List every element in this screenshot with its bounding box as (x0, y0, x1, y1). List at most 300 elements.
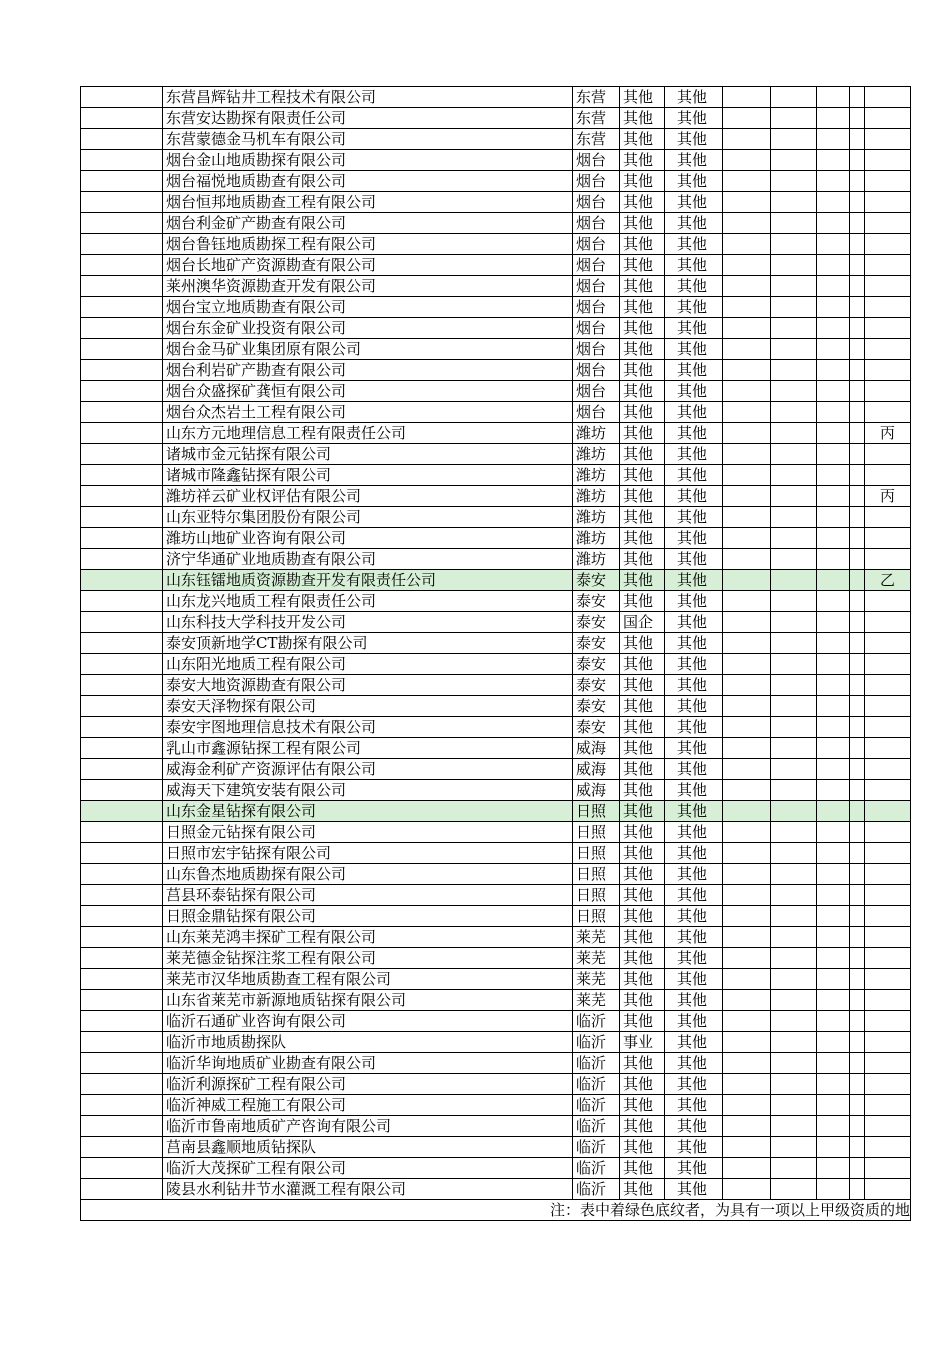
table-row (81, 1032, 911, 1053)
table-row (81, 1074, 911, 1095)
blank-cell (81, 213, 163, 234)
city-cell: 莱芜 (573, 927, 620, 948)
blank-cell (850, 696, 865, 717)
blank-cell (81, 381, 163, 402)
blank-cell (817, 1158, 850, 1179)
table-row (81, 822, 911, 843)
blank-cell (817, 822, 850, 843)
blank-cell (723, 276, 771, 297)
blank-cell (771, 528, 817, 549)
table-row (81, 675, 911, 696)
city-cell: 日照 (573, 822, 620, 843)
city-cell: 泰安 (573, 675, 620, 696)
blank-cell (81, 591, 163, 612)
blank-cell (850, 1053, 865, 1074)
blank-cell (81, 696, 163, 717)
nature-cell: 国企 (620, 612, 665, 633)
table-row (81, 171, 911, 192)
city-cell: 临沂 (573, 1179, 620, 1200)
company-name-cell: 日照金元钻探有限公司 (163, 822, 573, 843)
nature-cell: 其他 (620, 1095, 665, 1116)
city-cell: 临沂 (573, 1116, 620, 1137)
company-name-cell: 潍坊祥云矿业权评估有限公司 (163, 486, 573, 507)
city-cell: 泰安 (573, 654, 620, 675)
company-name-cell: 泰安宇图地理信息技术有限公司 (163, 717, 573, 738)
table-body (81, 87, 911, 1221)
table-row (81, 507, 911, 528)
blank-cell (771, 738, 817, 759)
table-row (81, 486, 911, 507)
grade-cell (865, 234, 911, 255)
table-row (81, 864, 911, 885)
company-name-cell: 莒县环泰钻探有限公司 (163, 885, 573, 906)
blank-cell (723, 1095, 771, 1116)
category-cell: 其他 (665, 696, 723, 717)
blank-cell (723, 234, 771, 255)
nature-cell: 事业 (620, 1032, 665, 1053)
city-cell: 东营 (573, 108, 620, 129)
company-name-cell: 烟台宝立地质勘查有限公司 (163, 297, 573, 318)
category-cell: 其他 (665, 339, 723, 360)
blank-cell (850, 465, 865, 486)
blank-cell (771, 906, 817, 927)
blank-cell (723, 843, 771, 864)
nature-cell: 其他 (620, 150, 665, 171)
company-name-cell: 山东鲁杰地质勘探有限公司 (163, 864, 573, 885)
blank-cell (723, 129, 771, 150)
city-cell: 临沂 (573, 1158, 620, 1179)
blank-cell (850, 633, 865, 654)
grade-cell (865, 801, 911, 822)
company-name-cell: 临沂市鲁南地质矿产咨询有限公司 (163, 1116, 573, 1137)
blank-cell (817, 654, 850, 675)
blank-cell (850, 1032, 865, 1053)
city-cell: 临沂 (573, 1011, 620, 1032)
blank-cell (850, 864, 865, 885)
blank-cell (771, 486, 817, 507)
blank-cell (81, 507, 163, 528)
table-row (81, 150, 911, 171)
table-row (81, 1095, 911, 1116)
grade-cell (865, 465, 911, 486)
blank-cell (771, 360, 817, 381)
nature-cell: 其他 (620, 1116, 665, 1137)
blank-cell (81, 864, 163, 885)
blank-cell (817, 339, 850, 360)
table-row (81, 276, 911, 297)
blank-cell (81, 465, 163, 486)
blank-cell (850, 1116, 865, 1137)
blank-cell (850, 948, 865, 969)
nature-cell: 其他 (620, 696, 665, 717)
grade-cell (865, 1032, 911, 1053)
city-cell: 威海 (573, 759, 620, 780)
blank-cell (771, 696, 817, 717)
blank-cell (817, 213, 850, 234)
grade-cell (865, 1053, 911, 1074)
category-cell: 其他 (665, 885, 723, 906)
blank-cell (817, 801, 850, 822)
blank-cell (817, 507, 850, 528)
category-cell: 其他 (665, 444, 723, 465)
blank-cell (81, 549, 163, 570)
grade-cell (865, 696, 911, 717)
category-cell: 其他 (665, 822, 723, 843)
blank-cell (723, 87, 771, 108)
table-row (81, 465, 911, 486)
grade-cell (865, 654, 911, 675)
blank-cell (817, 360, 850, 381)
blank-cell (817, 990, 850, 1011)
blank-cell (81, 192, 163, 213)
blank-cell (850, 717, 865, 738)
nature-cell: 其他 (620, 339, 665, 360)
blank-cell (771, 654, 817, 675)
grade-cell (865, 444, 911, 465)
blank-cell (81, 297, 163, 318)
company-name-cell: 烟台长地矿产资源勘查有限公司 (163, 255, 573, 276)
category-cell: 其他 (665, 1179, 723, 1200)
blank-cell (723, 570, 771, 591)
blank-cell (850, 1074, 865, 1095)
table-row (81, 696, 911, 717)
blank-cell (723, 360, 771, 381)
table-row (81, 423, 911, 444)
table-row (81, 1158, 911, 1179)
blank-cell (723, 717, 771, 738)
blank-cell (771, 297, 817, 318)
company-name-cell: 烟台众盛探矿龚恒有限公司 (163, 381, 573, 402)
blank-cell (723, 507, 771, 528)
blank-cell (850, 255, 865, 276)
grade-cell (865, 990, 911, 1011)
footnote: 注：表中着绿色底纹者，为具有一项以上甲级资质的地 (81, 1200, 911, 1221)
category-cell: 其他 (665, 906, 723, 927)
blank-cell (81, 633, 163, 654)
blank-cell (850, 969, 865, 990)
blank-cell (850, 738, 865, 759)
city-cell: 泰安 (573, 612, 620, 633)
blank-cell (723, 864, 771, 885)
blank-cell (817, 1095, 850, 1116)
blank-cell (817, 1137, 850, 1158)
grade-cell (865, 507, 911, 528)
blank-cell (81, 759, 163, 780)
table-row (81, 759, 911, 780)
blank-cell (723, 1158, 771, 1179)
nature-cell: 其他 (620, 822, 665, 843)
blank-cell (723, 696, 771, 717)
blank-cell (850, 318, 865, 339)
table-row (81, 339, 911, 360)
nature-cell: 其他 (620, 423, 665, 444)
grade-cell (865, 1074, 911, 1095)
category-cell: 其他 (665, 990, 723, 1011)
table-row (81, 906, 911, 927)
blank-cell (81, 885, 163, 906)
city-cell: 烟台 (573, 318, 620, 339)
table-row (81, 1011, 911, 1032)
grade-cell (865, 255, 911, 276)
blank-cell (771, 570, 817, 591)
blank-cell (81, 360, 163, 381)
city-cell: 东营 (573, 87, 620, 108)
nature-cell: 其他 (620, 381, 665, 402)
city-cell: 烟台 (573, 339, 620, 360)
company-name-cell: 山东亚特尔集团股份有限公司 (163, 507, 573, 528)
company-name-cell: 山东龙兴地质工程有限责任公司 (163, 591, 573, 612)
grade-cell (865, 738, 911, 759)
city-cell: 烟台 (573, 171, 620, 192)
blank-cell (771, 1074, 817, 1095)
category-cell: 其他 (665, 549, 723, 570)
table-row (81, 108, 911, 129)
city-cell: 日照 (573, 864, 620, 885)
blank-cell (850, 801, 865, 822)
blank-cell (81, 486, 163, 507)
nature-cell: 其他 (620, 486, 665, 507)
blank-cell (723, 528, 771, 549)
category-cell: 其他 (665, 402, 723, 423)
company-name-cell: 东营安达勘探有限责任公司 (163, 108, 573, 129)
nature-cell: 其他 (620, 360, 665, 381)
grade-cell (865, 360, 911, 381)
blank-cell (723, 675, 771, 696)
blank-cell (850, 1158, 865, 1179)
blank-cell (817, 276, 850, 297)
blank-cell (850, 654, 865, 675)
city-cell: 潍坊 (573, 507, 620, 528)
nature-cell: 其他 (620, 318, 665, 339)
table-row (81, 318, 911, 339)
blank-cell (723, 318, 771, 339)
blank-cell (817, 843, 850, 864)
blank-cell (771, 1137, 817, 1158)
nature-cell: 其他 (620, 528, 665, 549)
blank-cell (81, 612, 163, 633)
blank-cell (817, 465, 850, 486)
category-cell: 其他 (665, 129, 723, 150)
nature-cell: 其他 (620, 1179, 665, 1200)
category-cell: 其他 (665, 108, 723, 129)
blank-cell (723, 402, 771, 423)
nature-cell: 其他 (620, 591, 665, 612)
blank-cell (723, 654, 771, 675)
blank-cell (771, 633, 817, 654)
blank-cell (817, 969, 850, 990)
company-name-cell: 临沂神威工程施工有限公司 (163, 1095, 573, 1116)
category-cell: 其他 (665, 969, 723, 990)
category-cell: 其他 (665, 1011, 723, 1032)
blank-cell (723, 969, 771, 990)
city-cell: 烟台 (573, 234, 620, 255)
nature-cell: 其他 (620, 171, 665, 192)
city-cell: 临沂 (573, 1137, 620, 1158)
blank-cell (723, 1137, 771, 1158)
blank-cell (817, 1011, 850, 1032)
category-cell: 其他 (665, 633, 723, 654)
blank-cell (817, 171, 850, 192)
city-cell: 莱芜 (573, 969, 620, 990)
blank-cell (850, 843, 865, 864)
table-row (81, 213, 911, 234)
grade-cell (865, 1179, 911, 1200)
table-row (81, 1116, 911, 1137)
blank-cell (771, 402, 817, 423)
blank-cell (771, 129, 817, 150)
blank-cell (817, 885, 850, 906)
table-row (81, 633, 911, 654)
company-name-cell: 山东省莱芜市新源地质钻探有限公司 (163, 990, 573, 1011)
nature-cell: 其他 (620, 759, 665, 780)
company-name-cell: 泰安大地资源勘查有限公司 (163, 675, 573, 696)
nature-cell: 其他 (620, 465, 665, 486)
blank-cell (771, 948, 817, 969)
blank-cell (771, 801, 817, 822)
blank-cell (817, 192, 850, 213)
blank-cell (771, 1032, 817, 1053)
blank-cell (771, 465, 817, 486)
city-cell: 潍坊 (573, 549, 620, 570)
blank-cell (771, 381, 817, 402)
nature-cell: 其他 (620, 549, 665, 570)
blank-cell (850, 549, 865, 570)
company-name-cell: 东营昌辉钻井工程技术有限公司 (163, 87, 573, 108)
company-name-cell: 泰安顶新地学CT勘探有限公司 (163, 633, 573, 654)
category-cell: 其他 (665, 276, 723, 297)
nature-cell: 其他 (620, 906, 665, 927)
blank-cell (771, 1095, 817, 1116)
blank-cell (81, 108, 163, 129)
company-name-cell: 乳山市鑫源钻探工程有限公司 (163, 738, 573, 759)
category-cell: 其他 (665, 1095, 723, 1116)
grade-cell (865, 675, 911, 696)
blank-cell (81, 906, 163, 927)
nature-cell: 其他 (620, 801, 665, 822)
grade-cell (865, 906, 911, 927)
city-cell: 烟台 (573, 381, 620, 402)
blank-cell (850, 780, 865, 801)
category-cell: 其他 (665, 1032, 723, 1053)
category-cell: 其他 (665, 927, 723, 948)
nature-cell: 其他 (620, 108, 665, 129)
city-cell: 泰安 (573, 570, 620, 591)
blank-cell (81, 1053, 163, 1074)
blank-cell (850, 1137, 865, 1158)
blank-cell (850, 759, 865, 780)
blank-cell (81, 801, 163, 822)
blank-cell (771, 150, 817, 171)
blank-cell (850, 297, 865, 318)
table-row (81, 570, 911, 591)
company-name-cell: 烟台东金矿业投资有限公司 (163, 318, 573, 339)
blank-cell (81, 927, 163, 948)
blank-cell (81, 423, 163, 444)
company-name-cell: 莱芜市汉华地质勘查工程有限公司 (163, 969, 573, 990)
category-cell: 其他 (665, 948, 723, 969)
blank-cell (771, 591, 817, 612)
blank-cell (771, 549, 817, 570)
nature-cell: 其他 (620, 948, 665, 969)
blank-cell (81, 150, 163, 171)
category-cell: 其他 (665, 864, 723, 885)
blank-cell (850, 234, 865, 255)
blank-cell (850, 507, 865, 528)
city-cell: 烟台 (573, 402, 620, 423)
blank-cell (81, 1011, 163, 1032)
blank-cell (81, 1032, 163, 1053)
blank-cell (771, 87, 817, 108)
blank-cell (850, 1179, 865, 1200)
category-cell: 其他 (665, 1116, 723, 1137)
blank-cell (817, 612, 850, 633)
city-cell: 日照 (573, 801, 620, 822)
company-name-cell: 日照金鼎钻探有限公司 (163, 906, 573, 927)
category-cell: 其他 (665, 297, 723, 318)
blank-cell (723, 444, 771, 465)
blank-cell (81, 87, 163, 108)
city-cell: 烟台 (573, 276, 620, 297)
category-cell: 其他 (665, 507, 723, 528)
nature-cell: 其他 (620, 633, 665, 654)
blank-cell (723, 423, 771, 444)
blank-cell (850, 1095, 865, 1116)
blank-cell (81, 234, 163, 255)
grade-cell (865, 591, 911, 612)
blank-cell (817, 318, 850, 339)
blank-cell (817, 1053, 850, 1074)
blank-cell (723, 801, 771, 822)
blank-cell (771, 759, 817, 780)
nature-cell: 其他 (620, 969, 665, 990)
company-name-cell: 山东方元地理信息工程有限责任公司 (163, 423, 573, 444)
blank-cell (850, 990, 865, 1011)
grade-cell (865, 339, 911, 360)
company-name-cell: 临沂石通矿业咨询有限公司 (163, 1011, 573, 1032)
grade-cell (865, 528, 911, 549)
grade-cell (865, 885, 911, 906)
blank-cell (771, 234, 817, 255)
blank-cell (817, 549, 850, 570)
grade-cell (865, 1137, 911, 1158)
nature-cell: 其他 (620, 276, 665, 297)
nature-cell: 其他 (620, 864, 665, 885)
company-name-cell: 山东阳光地质工程有限公司 (163, 654, 573, 675)
company-name-cell: 莱州澳华资源勘查开发有限公司 (163, 276, 573, 297)
grade-cell (865, 150, 911, 171)
table-row (81, 381, 911, 402)
blank-cell (81, 276, 163, 297)
blank-cell (723, 1011, 771, 1032)
city-cell: 泰安 (573, 717, 620, 738)
category-cell: 其他 (665, 486, 723, 507)
blank-cell (850, 87, 865, 108)
blank-cell (723, 213, 771, 234)
grade-cell (865, 612, 911, 633)
table-row (81, 969, 911, 990)
blank-cell (771, 318, 817, 339)
blank-cell (850, 570, 865, 591)
category-cell: 其他 (665, 801, 723, 822)
category-cell: 其他 (665, 213, 723, 234)
nature-cell: 其他 (620, 1074, 665, 1095)
blank-cell (771, 108, 817, 129)
city-cell: 临沂 (573, 1074, 620, 1095)
grade-cell (865, 318, 911, 339)
blank-cell (850, 192, 865, 213)
blank-cell (81, 822, 163, 843)
nature-cell: 其他 (620, 234, 665, 255)
